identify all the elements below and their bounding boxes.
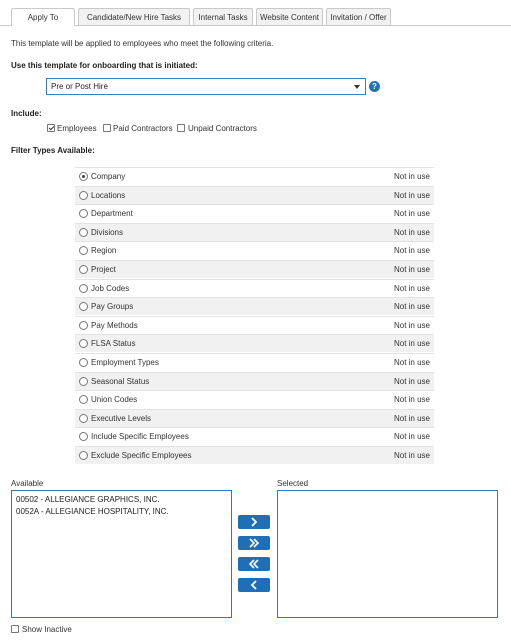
selected-label: Selected: [277, 479, 309, 488]
double-chevron-right-icon: [248, 538, 260, 548]
filter-row-employment-types[interactable]: [75, 353, 434, 371]
filter-row-locations[interactable]: [75, 186, 434, 204]
filter-row-region[interactable]: [75, 241, 434, 259]
intro-text: This template will be applied to employees who meet the following criteria.: [11, 39, 274, 48]
filter-status: Not in use: [393, 320, 430, 330]
chevron-right-icon: [248, 517, 260, 527]
show-inactive-label: Show Inactive: [22, 625, 72, 634]
filter-row-include-specific-employees[interactable]: [75, 427, 434, 445]
show-inactive-checkbox[interactable]: [11, 625, 19, 633]
filter-label: Job Codes: [91, 283, 130, 293]
filter-status: Not in use: [393, 395, 430, 405]
filter-status: Not in use: [393, 190, 430, 200]
tab-internal-tasks[interactable]: Internal Tasks: [193, 8, 253, 25]
employees-checkbox[interactable]: [47, 124, 55, 132]
filter-status: Not in use: [393, 209, 430, 219]
filter-status: Not in use: [393, 246, 430, 256]
available-label: Available: [11, 479, 44, 488]
move-all-right-button[interactable]: [238, 536, 270, 550]
filter-label: Locations: [91, 190, 126, 200]
filter-row-pay-groups[interactable]: [75, 297, 434, 315]
move-left-button[interactable]: [238, 578, 270, 592]
filter-status: Not in use: [393, 283, 430, 293]
filter-row-job-codes[interactable]: [75, 279, 434, 297]
tab-website-content[interactable]: Website Content: [256, 8, 323, 25]
radio-icon[interactable]: [79, 302, 88, 311]
filter-status: Not in use: [393, 376, 430, 386]
unpaid-contractors-checkbox[interactable]: [177, 124, 185, 132]
filter-row-union-codes[interactable]: [75, 390, 434, 408]
filter-label: Exclude Specific Employees: [91, 451, 192, 460]
double-chevron-left-icon: [248, 559, 260, 569]
radio-icon[interactable]: [79, 395, 88, 404]
filter-row-seasonal-status[interactable]: [75, 372, 434, 390]
list-item[interactable]: 0052A - ALLEGIANCE HOSPITALITY, INC.: [16, 507, 169, 516]
include-label: Include:: [11, 109, 42, 118]
filter-label: Executive Levels: [91, 413, 152, 423]
chevron-left-icon: [248, 580, 260, 590]
onboarding-select[interactable]: [46, 78, 366, 95]
filter-label: Company: [91, 172, 126, 181]
filter-label: Project: [91, 265, 116, 274]
onboarding-select-value: Pre or Post Hire: [51, 82, 108, 91]
paid-contractors-checkbox[interactable]: [103, 124, 111, 132]
filter-status: Not in use: [393, 358, 430, 367]
selected-list[interactable]: [277, 490, 498, 618]
filter-label: Pay Methods: [91, 320, 138, 330]
filter-status: Not in use: [393, 302, 430, 312]
radio-icon[interactable]: [79, 451, 88, 460]
unpaid-contractors-label: Unpaid Contractors: [188, 124, 257, 133]
filter-status: Not in use: [393, 265, 430, 274]
filter-status: Not in use: [393, 172, 430, 181]
list-item[interactable]: 00502 - ALLEGIANCE GRAPHICS, INC.: [16, 495, 160, 504]
radio-icon[interactable]: [79, 377, 88, 386]
paid-contractors-label: Paid Contractors: [113, 124, 173, 133]
radio-icon[interactable]: [79, 209, 88, 218]
available-list[interactable]: [11, 490, 232, 618]
filter-row-exclude-specific-employees[interactable]: [75, 446, 434, 464]
filter-label: Pay Groups: [91, 302, 134, 312]
radio-icon[interactable]: [79, 339, 88, 348]
filter-status: Not in use: [393, 451, 430, 460]
radio-icon[interactable]: [79, 228, 88, 237]
filter-row-company[interactable]: [75, 167, 434, 185]
radio-icon[interactable]: [79, 321, 88, 330]
tab-bar-divider: [0, 25, 511, 26]
radio-icon[interactable]: [79, 172, 88, 181]
question-icon[interactable]: ?: [369, 81, 380, 92]
filter-status: Not in use: [393, 432, 430, 442]
filter-label: Employment Types: [91, 358, 159, 367]
filter-label: Include Specific Employees: [91, 432, 189, 442]
filter-status: Not in use: [393, 339, 430, 349]
filter-label: Seasonal Status: [91, 376, 150, 386]
filter-label: Union Codes: [91, 395, 138, 405]
move-right-button[interactable]: [238, 515, 270, 529]
move-all-left-button[interactable]: [238, 557, 270, 571]
filter-label: Divisions: [91, 227, 124, 237]
chevron-down-icon: [354, 85, 360, 89]
radio-icon[interactable]: [79, 246, 88, 255]
filter-label: FLSA Status: [91, 339, 136, 349]
filter-status: Not in use: [393, 227, 430, 237]
filter-types-label: Filter Types Available:: [11, 146, 95, 155]
tab-invitation-offer[interactable]: Invitation / Offer: [326, 8, 391, 25]
onboarding-label: Use this template for onboarding that is initiated:: [11, 61, 198, 70]
radio-icon[interactable]: [79, 432, 88, 441]
filter-label: Department: [91, 209, 133, 219]
filter-label: Region: [91, 246, 117, 256]
radio-icon[interactable]: [79, 358, 88, 367]
employees-label: Employees: [57, 124, 97, 133]
tab-apply-to[interactable]: Apply To: [11, 8, 75, 26]
radio-icon[interactable]: [79, 191, 88, 200]
tab-candidate-new-hire-tasks[interactable]: Candidate/New Hire Tasks: [78, 8, 190, 25]
radio-icon[interactable]: [79, 414, 88, 423]
filter-row-divisions[interactable]: [75, 223, 434, 241]
filter-row-project[interactable]: [75, 260, 434, 278]
filter-row-pay-methods[interactable]: [75, 316, 434, 334]
radio-icon[interactable]: [79, 284, 88, 293]
filter-row-flsa-status[interactable]: [75, 334, 434, 352]
filter-row-department[interactable]: [75, 204, 434, 222]
filter-row-executive-levels[interactable]: [75, 409, 434, 427]
filter-status: Not in use: [393, 413, 430, 423]
radio-icon[interactable]: [79, 265, 88, 274]
